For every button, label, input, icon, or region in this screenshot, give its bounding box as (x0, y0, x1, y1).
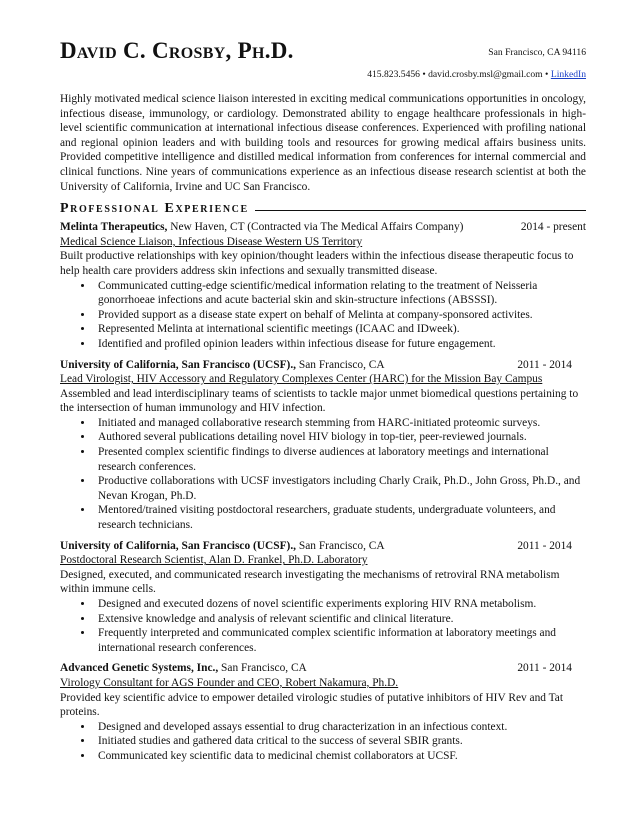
job-entry (60, 358, 586, 533)
job-bullet: • Authored several publications detailing novel HIV biology in top-tier, peer-reviewed journals. (94, 430, 586, 445)
job-bullets (60, 416, 586, 533)
address: San Francisco, CA 94116 (488, 47, 586, 58)
job-role: Medical Science Liaison, Infectious Disease Western US Territory (60, 235, 363, 248)
job-header (60, 539, 586, 554)
linkedin-link[interactable]: LinkedIn (550, 69, 586, 80)
job-location: San Francisco, CA (296, 358, 385, 371)
contact-line (367, 68, 586, 83)
job-bullet: • Initiated studies and gathered data critical to the success of several SBIR grants. (94, 734, 586, 749)
job-description: Assembled and lead interdisciplinary teams of scientists to tackle major unmet biomedical questions pertaining to the intersection of human immunology and HIV infection. (60, 387, 579, 415)
job-bullets (60, 597, 586, 655)
job-entry (60, 661, 586, 763)
job-header (60, 661, 586, 676)
job-bullet: • Extensive knowledge and analysis of relevant scientific and clinical literature. (94, 612, 586, 627)
job-description: Provided key scientific advice to empower detailed virologic studies of putative inhibitors of HIV Rev and Tat proteins. (60, 691, 564, 719)
job-bullet: • Represented Melinta at international scientific meetings (ICAAC and IDweek). (94, 322, 586, 337)
job-bullet: • Designed and executed dozens of novel scientific experiments exploring HIV RNA metabolism. (94, 597, 586, 612)
experience-section-header (60, 198, 586, 220)
job-org-location (60, 539, 385, 554)
job-org-location (60, 358, 385, 373)
job-bullets (60, 720, 586, 764)
phone-email: 415.823.5456 • david.crosby.msl@gmail.com • (367, 69, 549, 80)
summary-paragraph: Highly motivated medical science liaison interested in exciting medical communications opportunities in oncology, infectious disease, immunology, or cardiology. Demonstrated ability to engage healthcare professionals in high-level scientific communication at international infectious disease conferences. Experienced with profiling national and regional opinion leaders and with building tools and resources for growing medical affairs business units. Provided competitive intelligence and distilled medical information from conferences for internal commercial and clinical functions. Nine years of communications experience as an infectious disease research scientist at both the University of California, Irvine and UC San Francisco. (60, 93, 586, 193)
job-bullet: • Communicated key scientific data to medicinal chemist collaborators at UCSF. (94, 749, 586, 764)
job-bullet: • Frequently interpreted and communicated complex scientific information at laboratory meetings and international research conferences. (94, 626, 586, 655)
resume-header (60, 40, 586, 84)
job-bullet: • Presented complex scientific findings to diverse audiences at laboratory meetings and international research conferences. (94, 445, 586, 474)
section-title: Professional Experience (60, 200, 249, 216)
job-location: San Francisco, CA (218, 662, 307, 675)
job-description: Designed, executed, and communicated research investigating the mechanisms of retroviral RNA metabolism within immune cells. (60, 568, 560, 596)
job-bullet: • Provided support as a disease state expert on behalf of Melinta at company-sponsored activites. (94, 308, 586, 323)
job-org-location (60, 661, 307, 676)
job-role: Lead Virologist, HIV Accessory and Regulatory Complexes Center (HARC) for the Mission Bay Campus (60, 373, 543, 386)
job-list (60, 220, 586, 763)
job-location: San Francisco, CA (296, 539, 385, 552)
job-role: Virology Consultant for AGS Founder and CEO, Robert Nakamura, Ph.D. (60, 676, 399, 689)
job-header (60, 358, 586, 373)
job-entry (60, 220, 586, 351)
job-bullet: • Identified and profiled opinion leaders within infectious disease for future engagement. (94, 337, 586, 352)
job-description: Built productive relationships with key opinion/thought leaders within the infectious disease therapeutic focus to help health care providers address skin infections and sexually transmitted disease. (60, 250, 574, 277)
job-bullet: • Designed and developed assays essential to drug characterization in an infectious context. (94, 720, 586, 735)
job-dates: 2011 - 2014 (517, 662, 572, 675)
job-dates: 2011 - 2014 (517, 539, 572, 552)
job-role: Postdoctoral Research Scientist, Alan D. Frankel, Ph.D. Laboratory (60, 554, 368, 567)
job-bullet: • Communicated cutting-edge scientific/medical information relating to the treatment of Neisseria gonorrhoeae infections and acute bacterial skin and skin-structure infections (ABSSSI). (94, 279, 586, 308)
job-header (60, 220, 586, 235)
candidate-name: David C. Crosby, Ph.D. (60, 38, 294, 63)
job-dates: 2014 - present (520, 221, 586, 234)
job-bullet: • Productive collaborations with UCSF investigators including Charly Craik, Ph.D., John Gross, Ph.D., and Nevan Krogan, Ph.D. (94, 474, 586, 503)
job-org: University of California, San Francisco (UCSF)., (60, 539, 297, 552)
job-org-location (60, 220, 463, 235)
job-org: University of California, San Francisco (UCSF)., (60, 358, 297, 371)
job-bullet: • Mentored/trained visiting postdoctoral researchers, graduate students, undergraduate volunteers, and research technicians. (94, 503, 586, 532)
job-org: Advanced Genetic Systems, Inc., (60, 662, 219, 675)
section-divider (255, 210, 586, 211)
job-entry (60, 539, 586, 656)
job-location: New Haven, CT (Contracted via The Medical Affairs Company) (167, 221, 464, 234)
job-dates: 2011 - 2014 (517, 358, 572, 371)
job-org: Melinta Therapeutics, (60, 221, 168, 234)
job-bullet: • Initiated and managed collaborative research stemming from HARC-initiated proteomic surveys. (94, 416, 586, 431)
job-bullets (60, 279, 586, 352)
